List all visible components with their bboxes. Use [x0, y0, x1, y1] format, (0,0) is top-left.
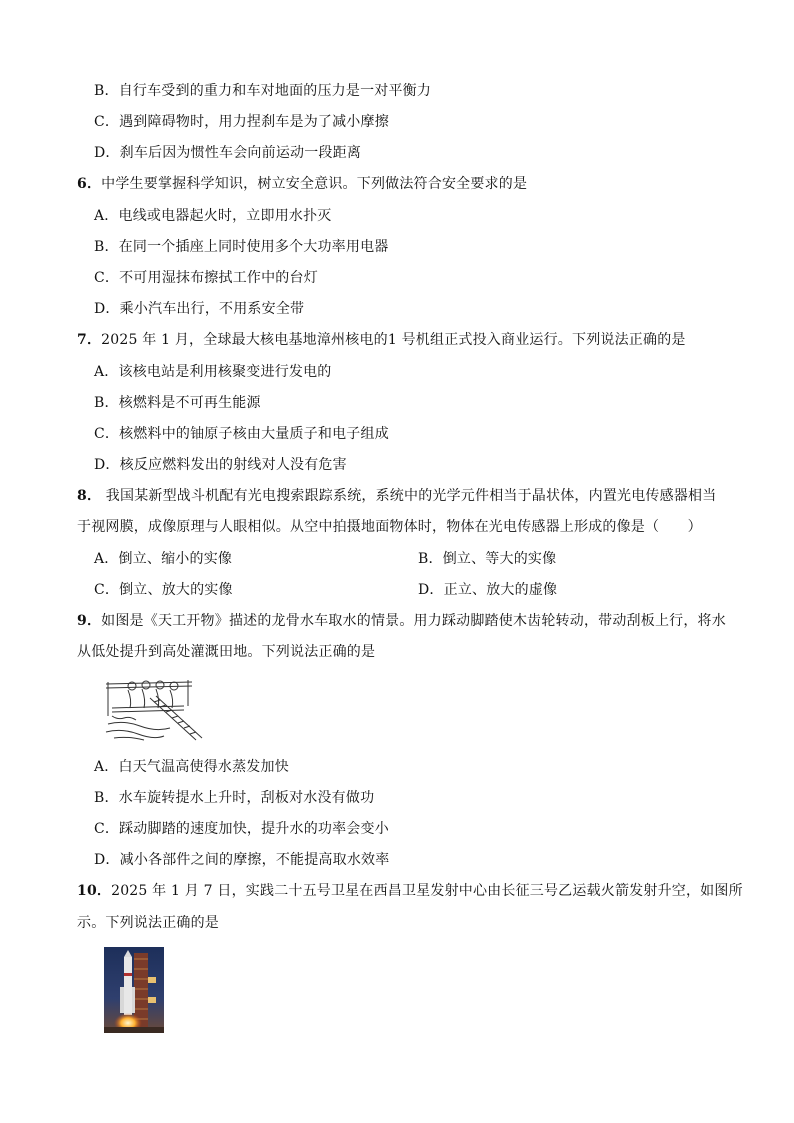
- q9-option-a: A．白天气温高使得水蒸发加快: [94, 759, 289, 775]
- q6-number: 6．: [77, 176, 102, 192]
- q7-option-a: A．该核电站是利用核聚变进行发电的: [94, 364, 332, 380]
- q6-option-c: C．不可用湿抹布擦拭工作中的台灯: [94, 270, 318, 286]
- rocket-launch-photo: [104, 947, 164, 1033]
- q9-number: 9．: [77, 613, 102, 629]
- q6-stem-text: 中学生要掌握科学知识，树立安全意识。下列做法符合安全要求的是: [101, 176, 528, 192]
- q5-option-c: C．遇到障碍物时，用力捏刹车是为了减小摩擦: [94, 114, 389, 130]
- q8-stem-text1: 我国某新型战斗机配有光电搜索跟踪系统，系统中的光学元件相当于晶状体，内置光电传感器相当: [101, 488, 717, 504]
- q9-stem-line2: 从低处提升到高处灌溉田地。下列说法正确的是: [77, 644, 376, 660]
- q8-option-b: B．倒立、等大的实像: [418, 551, 557, 567]
- q10-stem-line2: 示。下列说法正确的是: [77, 915, 219, 931]
- q10-number: 10．: [77, 883, 112, 899]
- q5-option-b: B．自行车受到的重力和车对地面的压力是一对平衡力: [94, 83, 432, 99]
- q8-number: 8．: [77, 488, 102, 504]
- q10-stem-text1: 2025 年 1 月 7 日，实践二十五号卫星在西昌卫星发射中心由长征三号乙运载火箭发射升空，如图所: [111, 883, 743, 899]
- q9-stem-text1: 如图是《天工开物》描述的龙骨水车取水的情景。用力踩动脚踏使木齿轮转动，带动刮板上行，将水: [101, 613, 726, 629]
- q6-stem: [77, 174, 527, 194]
- q7-option-d: D．核反应燃料发出的射线对人没有危害: [94, 457, 347, 473]
- q6-option-b: B．在同一个插座上同时使用多个大功率用电器: [94, 239, 389, 255]
- water-wheel-illustration: [104, 676, 206, 744]
- q8-stem-line1: [77, 486, 716, 506]
- q7-option-c: C．核燃料中的铀原子核由大量质子和电子组成: [94, 426, 389, 442]
- q7-stem: [77, 330, 686, 350]
- q9-stem-line1: [77, 611, 726, 631]
- q5-option-d: D．刹车后因为惯性车会向前运动一段距离: [94, 145, 362, 161]
- q7-number: 7．: [77, 332, 102, 348]
- q10-stem-line1: [77, 881, 743, 901]
- q9-option-c: C．踩动脚踏的速度加快，提升水的功率会变小: [94, 821, 389, 837]
- q7-option-b: B．核燃料是不可再生能源: [94, 395, 261, 411]
- q7-stem-text: 2025 年 1 月，全球最大核电基地漳州核电的1 号机组正式投入商业运行。下列说法正确的是: [101, 332, 686, 348]
- q8-stem-line2: 于视网膜，成像原理与人眼相似。从空中拍摄地面物体时，物体在光电传感器上形成的像是（ ）: [77, 519, 702, 535]
- q6-option-d: D．乘小汽车出行，不用系安全带: [94, 301, 305, 317]
- q6-option-a: A．电线或电器起火时，立即用水扑灭: [94, 208, 332, 224]
- q8-option-c: C．倒立、放大的实像: [94, 582, 233, 598]
- q8-option-d: D．正立、放大的虚像: [418, 582, 558, 598]
- q9-option-b: B．水车旋转提水上升时，刮板对水没有做功: [94, 790, 375, 806]
- q8-option-a: A．倒立、缩小的实像: [94, 551, 233, 567]
- q9-option-d: D．减小各部件之间的摩擦，不能提高取水效率: [94, 852, 390, 868]
